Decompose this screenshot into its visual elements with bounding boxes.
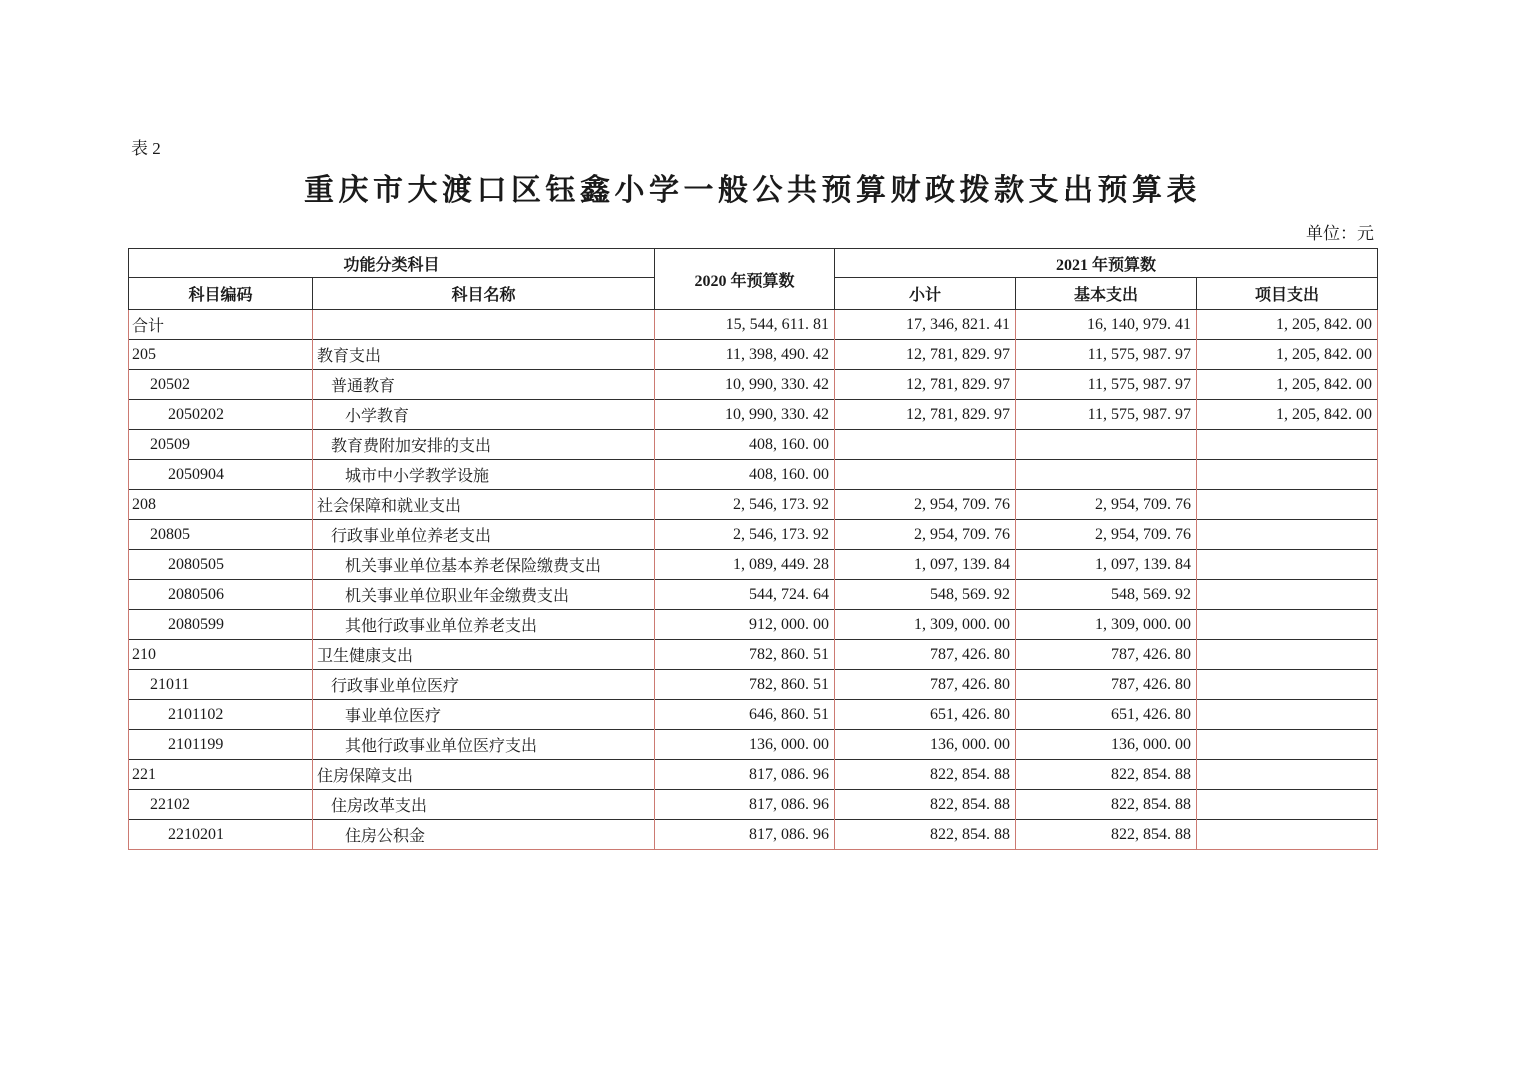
cell-2021-subtotal: 822, 854. 88 (835, 820, 1016, 850)
table-body (129, 310, 1378, 850)
cell-2021-project (1197, 580, 1378, 610)
header-subject-name: 科目名称 (313, 278, 655, 310)
cell-subject-code: 2080505 (129, 550, 313, 580)
cell-subject-code: 21011 (129, 670, 313, 700)
cell-2021-subtotal: 1, 097, 139. 84 (835, 550, 1016, 580)
header-functional-category: 功能分类科目 (129, 249, 655, 278)
table-row (129, 580, 1378, 610)
table-row (129, 430, 1378, 460)
table-row (129, 640, 1378, 670)
cell-budget-2020: 646, 860. 51 (655, 700, 835, 730)
cell-subject-name: 社会保障和就业支出 (313, 490, 655, 520)
cell-budget-2020: 15, 544, 611. 81 (655, 310, 835, 340)
cell-2021-basic: 11, 575, 987. 97 (1016, 340, 1197, 370)
cell-2021-project (1197, 520, 1378, 550)
cell-subject-code: 22102 (129, 790, 313, 820)
table-row (129, 550, 1378, 580)
cell-subject-name: 小学教育 (313, 400, 655, 430)
cell-2021-project: 1, 205, 842. 00 (1197, 370, 1378, 400)
cell-2021-project: 1, 205, 842. 00 (1197, 340, 1378, 370)
cell-2021-basic: 2, 954, 709. 76 (1016, 490, 1197, 520)
cell-subject-code: 2101199 (129, 730, 313, 760)
cell-2021-basic: 136, 000. 00 (1016, 730, 1197, 760)
cell-2021-subtotal: 548, 569. 92 (835, 580, 1016, 610)
cell-budget-2020: 782, 860. 51 (655, 670, 835, 700)
cell-subject-code: 20502 (129, 370, 313, 400)
cell-subject-name: 其他行政事业单位医疗支出 (313, 730, 655, 760)
cell-2021-subtotal: 822, 854. 88 (835, 790, 1016, 820)
budget-table (128, 248, 1378, 850)
cell-subject-name: 住房公积金 (313, 820, 655, 850)
cell-2021-basic: 651, 426. 80 (1016, 700, 1197, 730)
table-header (129, 249, 1378, 310)
cell-2021-subtotal (835, 460, 1016, 490)
table-row (129, 490, 1378, 520)
cell-subject-name: 事业单位医疗 (313, 700, 655, 730)
cell-2021-subtotal: 1, 309, 000. 00 (835, 610, 1016, 640)
cell-2021-subtotal: 12, 781, 829. 97 (835, 400, 1016, 430)
cell-2021-basic: 11, 575, 987. 97 (1016, 400, 1197, 430)
table-row (129, 700, 1378, 730)
cell-2021-basic: 1, 309, 000. 00 (1016, 610, 1197, 640)
cell-2021-project (1197, 610, 1378, 640)
cell-budget-2020: 10, 990, 330. 42 (655, 370, 835, 400)
header-budget-2020: 2020 年预算数 (655, 249, 835, 310)
cell-subject-name: 教育支出 (313, 340, 655, 370)
table-row (129, 790, 1378, 820)
table-row (129, 370, 1378, 400)
cell-subject-name: 行政事业单位养老支出 (313, 520, 655, 550)
cell-budget-2020: 408, 160. 00 (655, 460, 835, 490)
cell-budget-2020: 11, 398, 490. 42 (655, 340, 835, 370)
cell-2021-subtotal: 136, 000. 00 (835, 730, 1016, 760)
cell-budget-2020: 408, 160. 00 (655, 430, 835, 460)
cell-2021-subtotal: 787, 426. 80 (835, 640, 1016, 670)
cell-subject-name: 住房保障支出 (313, 760, 655, 790)
table-number-label: 表 2 (131, 139, 161, 158)
cell-budget-2020: 136, 000. 00 (655, 730, 835, 760)
cell-2021-project (1197, 460, 1378, 490)
table-row (129, 820, 1378, 850)
table-row (129, 340, 1378, 370)
cell-subject-code: 2210201 (129, 820, 313, 850)
table-row (129, 520, 1378, 550)
cell-budget-2020: 817, 086. 96 (655, 790, 835, 820)
cell-2021-basic: 2, 954, 709. 76 (1016, 520, 1197, 550)
cell-subject-code: 20509 (129, 430, 313, 460)
cell-2021-project (1197, 700, 1378, 730)
table-row (129, 400, 1378, 430)
cell-2021-subtotal (835, 430, 1016, 460)
cell-2021-basic: 822, 854. 88 (1016, 820, 1197, 850)
cell-2021-subtotal: 787, 426. 80 (835, 670, 1016, 700)
table-row (129, 730, 1378, 760)
table-row (129, 310, 1378, 340)
cell-2021-project (1197, 670, 1378, 700)
cell-budget-2020: 1, 089, 449. 28 (655, 550, 835, 580)
cell-budget-2020: 817, 086. 96 (655, 820, 835, 850)
cell-subject-name: 其他行政事业单位养老支出 (313, 610, 655, 640)
header-basic-expenditure: 基本支出 (1016, 278, 1197, 310)
cell-2021-subtotal: 2, 954, 709. 76 (835, 490, 1016, 520)
table-row (129, 670, 1378, 700)
cell-subject-code: 合计 (129, 310, 313, 340)
cell-subject-code: 208 (129, 490, 313, 520)
cell-2021-project (1197, 550, 1378, 580)
cell-subject-code: 2050904 (129, 460, 313, 490)
cell-2021-basic (1016, 430, 1197, 460)
table-row (129, 610, 1378, 640)
cell-2021-subtotal: 2, 954, 709. 76 (835, 520, 1016, 550)
cell-2021-project (1197, 730, 1378, 760)
cell-subject-code: 221 (129, 760, 313, 790)
cell-2021-basic: 787, 426. 80 (1016, 670, 1197, 700)
cell-budget-2020: 782, 860. 51 (655, 640, 835, 670)
cell-2021-project (1197, 790, 1378, 820)
header-project-expenditure: 项目支出 (1197, 278, 1378, 310)
header-subtotal: 小计 (835, 278, 1016, 310)
cell-2021-basic (1016, 460, 1197, 490)
cell-2021-project (1197, 820, 1378, 850)
cell-2021-subtotal: 12, 781, 829. 97 (835, 340, 1016, 370)
cell-budget-2020: 544, 724. 64 (655, 580, 835, 610)
cell-budget-2020: 817, 086. 96 (655, 760, 835, 790)
cell-2021-basic: 822, 854. 88 (1016, 760, 1197, 790)
cell-2021-basic: 787, 426. 80 (1016, 640, 1197, 670)
cell-2021-subtotal: 651, 426. 80 (835, 700, 1016, 730)
unit-note: 单位：元 (1306, 224, 1374, 243)
cell-subject-code: 210 (129, 640, 313, 670)
cell-budget-2020: 2, 546, 173. 92 (655, 490, 835, 520)
cell-subject-code: 2101102 (129, 700, 313, 730)
cell-subject-name: 卫生健康支出 (313, 640, 655, 670)
cell-2021-project: 1, 205, 842. 00 (1197, 400, 1378, 430)
header-subject-code: 科目编码 (129, 278, 313, 310)
cell-2021-project: 1, 205, 842. 00 (1197, 310, 1378, 340)
cell-subject-code: 205 (129, 340, 313, 370)
cell-budget-2020: 10, 990, 330. 42 (655, 400, 835, 430)
cell-subject-name: 普通教育 (313, 370, 655, 400)
cell-subject-name: 教育费附加安排的支出 (313, 430, 655, 460)
table-row (129, 460, 1378, 490)
cell-2021-subtotal: 12, 781, 829. 97 (835, 370, 1016, 400)
cell-2021-project (1197, 490, 1378, 520)
cell-subject-name: 行政事业单位医疗 (313, 670, 655, 700)
cell-2021-basic: 16, 140, 979. 41 (1016, 310, 1197, 340)
cell-2021-subtotal: 822, 854. 88 (835, 760, 1016, 790)
cell-2021-basic: 548, 569. 92 (1016, 580, 1197, 610)
cell-2021-project (1197, 640, 1378, 670)
cell-subject-name: 城市中小学教学设施 (313, 460, 655, 490)
header-budget-2021: 2021 年预算数 (835, 249, 1378, 278)
cell-2021-basic: 1, 097, 139. 84 (1016, 550, 1197, 580)
cell-2021-basic: 11, 575, 987. 97 (1016, 370, 1197, 400)
page-title: 重庆市大渡口区钰鑫小学一般公共预算财政拨款支出预算表 (304, 174, 1201, 207)
cell-subject-code: 2080599 (129, 610, 313, 640)
cell-subject-code: 20805 (129, 520, 313, 550)
header-row-1 (129, 249, 1378, 278)
cell-budget-2020: 912, 000. 00 (655, 610, 835, 640)
cell-subject-name: 机关事业单位基本养老保险缴费支出 (313, 550, 655, 580)
cell-subject-code: 2050202 (129, 400, 313, 430)
cell-2021-basic: 822, 854. 88 (1016, 790, 1197, 820)
cell-budget-2020: 2, 546, 173. 92 (655, 520, 835, 550)
cell-subject-code: 2080506 (129, 580, 313, 610)
cell-subject-name (313, 310, 655, 340)
cell-subject-name: 机关事业单位职业年金缴费支出 (313, 580, 655, 610)
table-row (129, 760, 1378, 790)
cell-2021-project (1197, 430, 1378, 460)
cell-2021-project (1197, 760, 1378, 790)
cell-2021-subtotal: 17, 346, 821. 41 (835, 310, 1016, 340)
cell-subject-name: 住房改革支出 (313, 790, 655, 820)
